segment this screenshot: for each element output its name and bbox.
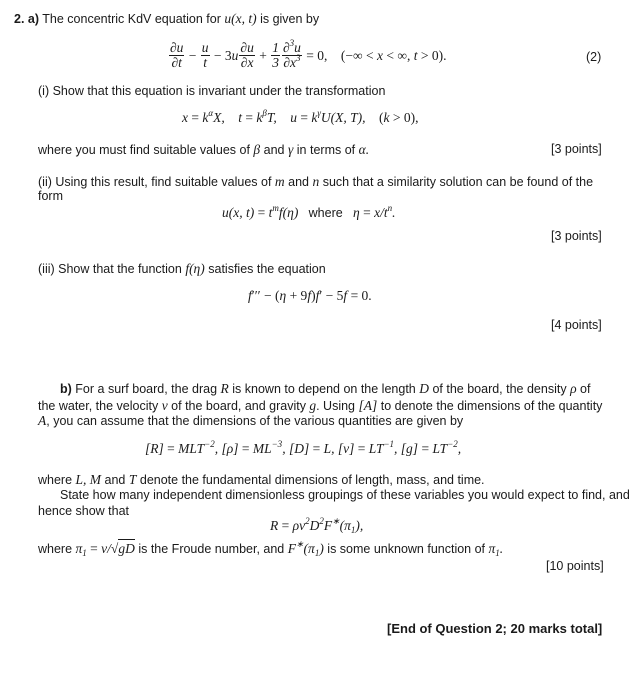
m-symbol: m [274, 174, 285, 189]
question-number: 2. [14, 12, 25, 26]
F-star: $F^∗(\pi_1)$ [287, 539, 324, 558]
part-i-points: [3 points] [551, 142, 602, 156]
line1-d: of [580, 382, 591, 396]
froude-b: is the Froude number, and [138, 542, 285, 556]
ode-equation: f′′′ − (η + 9f)f′ − 5f = 0. [248, 288, 372, 303]
similarity-form: u(x, $t) = t^mf(\eta)$ where $\eta = x/t^n$. [222, 203, 396, 220]
line2-a: the water, the velocity [38, 399, 159, 413]
transformation-equation: $x = k^\alpha X$, $t = k^\beta T$, $u = k^\gamma U(X$, T), (k > 0), [182, 108, 419, 125]
where-text-2: in terms of [296, 143, 356, 157]
T-symbol: T [128, 472, 137, 487]
part-b-label: b) [60, 382, 72, 396]
D-symbol: D [419, 381, 429, 396]
froude-c: is some unknown function of [327, 542, 486, 556]
part-b-line3 [38, 413, 463, 429]
pi1-symbol: $\pi_1$. [488, 541, 504, 558]
fund-a: where [38, 473, 73, 487]
part-iii-text-1: (iii) Show that the function [38, 262, 182, 276]
part-ii-text-1: (ii) Using this result, find suitable values of [38, 175, 272, 189]
intro-tail: is given by [260, 12, 320, 26]
part-ii-text-2: such that a similarity solution can be found of the [322, 175, 594, 189]
fundamental-dims [38, 472, 485, 488]
where-text-1: where you must find suitable values of [38, 143, 250, 157]
part-a-label: a) [27, 12, 40, 26]
drag-equation: $R = \rho v^2D^2F^∗(\pi_1)$, [270, 516, 364, 535]
fund-and: and [104, 473, 126, 487]
fund-b: denote the fundamental dimensions of length, mass, and time. [139, 473, 485, 487]
part-i-text: (i) Show that this equation is invariant under the transformation [38, 84, 386, 98]
part-b-line1 [60, 381, 590, 397]
part-ii-points: [3 points] [551, 229, 602, 243]
part-ii-form: form [38, 189, 63, 203]
part-iii-text [38, 261, 326, 277]
v-symbol: v [161, 398, 168, 413]
f-of-eta: f(η) [185, 261, 205, 276]
line2-c: . Using [316, 399, 356, 413]
where-word: where [308, 206, 343, 220]
dimensions-equation: $[R] = MLT^{-2}$, $[\rho] = ML^{-3}$, [D] = L, $[v] = LT^{-1}$, $[g] = LT^{-2}$, [145, 439, 462, 456]
froude-a: where [38, 542, 73, 556]
line3-a: , you can assume that the dimensions of the various quantities are given by [46, 414, 464, 428]
u-of-xt: u(x, t) [224, 11, 257, 26]
state-line2: hence show that [38, 504, 130, 518]
part-b-line2 [38, 398, 602, 414]
froude-formula: $\pi_1 = v/√gD$ [75, 541, 135, 558]
n-symbol: n [312, 174, 320, 189]
g-symbol: g [305, 398, 317, 413]
part-ii-and: and [288, 175, 310, 189]
question-heading [14, 11, 319, 27]
part-b-points: [10 points] [546, 559, 604, 573]
end-of-question: [End of Question 2; 20 marks total] [387, 621, 603, 636]
line1-a: For a surf board, the drag [75, 382, 218, 396]
where-and: and [263, 143, 285, 157]
line1-c: of the board, the density [432, 382, 567, 396]
part-iii-text-2: satisfies the equation [208, 262, 326, 276]
LM-symbols: L, M [75, 472, 102, 487]
beta-symbol: β [253, 142, 261, 157]
froude-line [38, 541, 503, 557]
A-bracket: [A] [358, 398, 378, 413]
A-symbol: A [38, 413, 47, 428]
rho-symbol: ρ [570, 381, 577, 396]
alpha-symbol: α. [358, 142, 370, 157]
intro-text: The concentric KdV equation for [42, 12, 221, 26]
part-iii-points: [4 points] [551, 318, 602, 332]
R-symbol: R [220, 381, 229, 396]
state-line1: State how many independent dimensionless groupings of these variables you would expect to find, and [60, 488, 630, 502]
line2-d: to denote the dimensions of the quantity [380, 399, 603, 413]
line1-b: is known to depend on the length [232, 382, 416, 396]
line2-b: of the board, and gravity [171, 399, 306, 413]
gamma-symbol: γ [287, 142, 294, 157]
equation-number: (2) [586, 50, 602, 64]
kdv-equation: $\frac{\partial u}{\partial t}$ − $\frac{u}{t}$ − 3 u $\frac{\partial u}{\partial x}$ + $\frac{1}{3}$ $\frac{\partial^3u}{\partial x^3}$ = 0, (−∞ < x < ∞, t > 0). [170, 38, 447, 70]
part-i-where [38, 142, 369, 158]
part-ii-line1 [38, 174, 593, 190]
